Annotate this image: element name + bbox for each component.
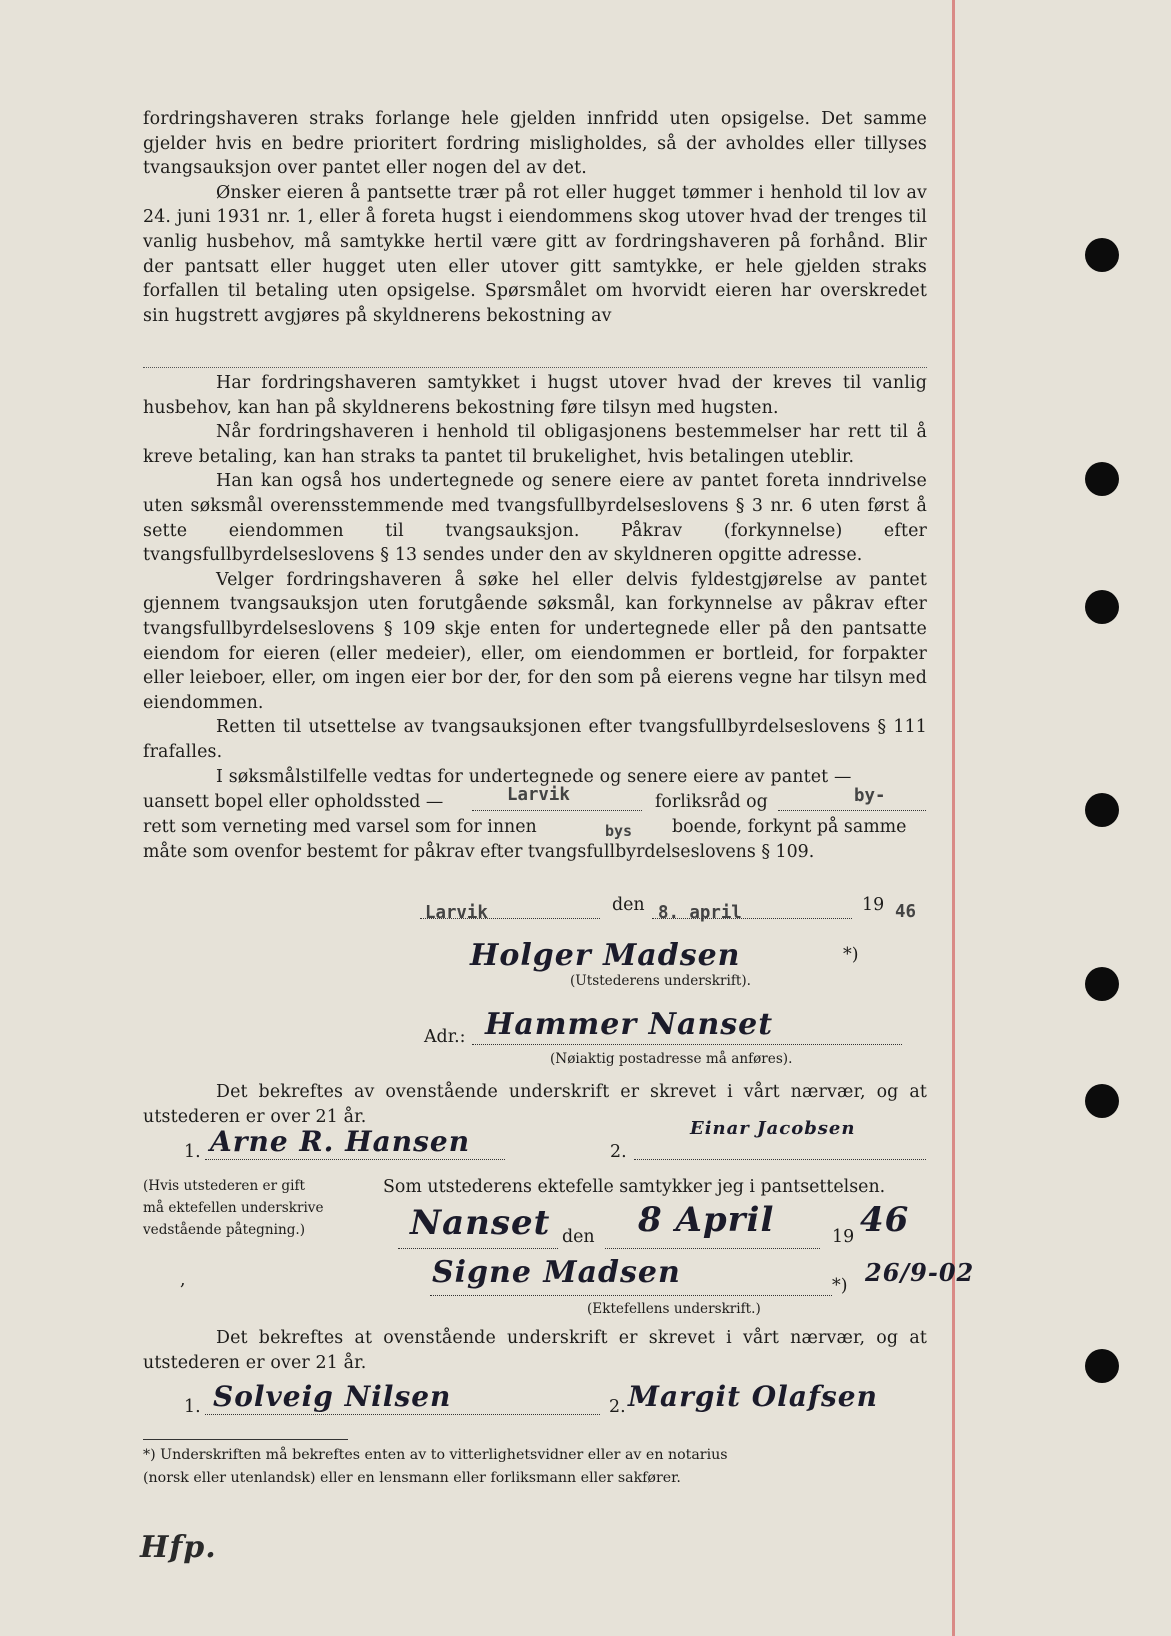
fill-line <box>634 1159 926 1160</box>
punch-hole <box>1085 462 1119 496</box>
spouse-note: (Hvis utstederen er gift må ektefellen underskrive vedstående påtegning.) <box>143 1178 324 1238</box>
witness2-number-1: 1. <box>184 1397 201 1417</box>
venue-line1-start: uansett bopel eller opholdssted — <box>143 792 444 812</box>
date-place: Larvik <box>425 903 488 923</box>
fill-line <box>420 918 600 919</box>
witness1-signature-1: Arne R. Hansen <box>210 1125 471 1158</box>
witness2-signature-2: Margit Olafsen <box>628 1380 878 1413</box>
date-value: 8. april <box>658 903 742 923</box>
venue-line2-end: boende, forkynt på samme <box>672 817 907 837</box>
punch-hole <box>1085 793 1119 827</box>
spouse-star: *) <box>832 1276 848 1296</box>
witness1-number-1: 1. <box>184 1142 201 1162</box>
spouse-caption: (Ektefellens underskrift.) <box>587 1301 761 1317</box>
spouse-den-label: den <box>562 1227 595 1247</box>
fill-line <box>430 1295 832 1296</box>
margin-rule <box>952 0 955 1636</box>
witness2-number-2: 2. <box>609 1397 626 1417</box>
year-prefix: 19 <box>862 895 885 915</box>
venue-line1-mid: forliksråd og <box>655 792 768 812</box>
venue-line2-start: rett som verneting med varsel som for innen <box>143 817 537 837</box>
issuer-star: *) <box>843 945 859 965</box>
punch-hole <box>1085 590 1119 624</box>
fill-line <box>398 1248 558 1249</box>
venue-place: Larvik <box>507 785 570 805</box>
address-caption: (Nøiaktig postadresse må anføres). <box>550 1051 793 1067</box>
issuer-signature: Holger Madsen <box>470 938 741 973</box>
address-label: Adr.: <box>424 1027 466 1047</box>
paragraph: Han kan også hos undertegnede og senere eiere av pantet foreta inndrivelse uten søksmål overensstemmende med tvangsfullbyrdelseslovens § 3 nr. 6 uten først å sette eiendommen til tvangsauksjon. Påkrav (forkynnelse) efter tvangsfullbyrdelseslovens § 13 sendes under den av skyldneren opgitte adresse. <box>143 471 927 566</box>
address-value: Hammer Nanset <box>485 1007 774 1042</box>
venue-line3: måte som ovenfor bestemt for påkrav efter tvangsfullbyrdelseslovens § 109. <box>143 842 815 862</box>
den-label: den <box>612 895 645 915</box>
comma-mark: , <box>180 1270 186 1290</box>
punch-hole <box>1085 238 1119 272</box>
fill-line <box>472 1044 902 1045</box>
footnote-rule <box>143 1439 348 1440</box>
spouse-place: Nanset <box>410 1203 551 1243</box>
paragraph: fordringshaveren straks forlange hele gjelden innfridd uten opsigelse. Det samme gjelder hvis en bedre prioritert fordring misligholdes, så der avholdes eller tillyses tvangsauksjon over pantet eller nogen del av det. <box>143 109 927 179</box>
witness1-number-2: 2. <box>610 1142 627 1162</box>
spouse-signature: Signe Madsen <box>432 1255 681 1290</box>
spouse-consent: Som utstederens ektefelle samtykker jeg i pantsettelsen. <box>383 1177 886 1197</box>
issuer-caption: (Utstederens underskrift). <box>570 973 751 989</box>
paragraph: Velger fordringshaveren å søke hel eller delvis fyldestgjørelse av pantet gjennem tvangsauksjon uten forutgående søksmål, kan forkynnelse av påkrav efter tvangsfullbyrdelseslovens § 109 skje enten for undertegnede eller på den pantsatte eiendom for eieren (eller medeier), eller, om eiendommen er bortleid, for forpakter eller leieboer, eller, om ingen eier bor der, for den som på eierens vegne har tilsyn med eiendommen. <box>143 569 927 713</box>
punch-hole <box>1085 967 1119 1001</box>
bys-word: bys <box>605 822 633 840</box>
witness2-signature-1: Solveig Nilsen <box>213 1380 452 1413</box>
fill-line <box>205 1159 505 1160</box>
spouse-year-prefix: 19 <box>832 1227 855 1247</box>
paragraph: Ønsker eieren å pantsette trær på rot eller hugget tømmer i henhold til lov av 24. juni 1931 nr. 1, eller å foreta hugst i eiendommens skog utover hvad der trenges til vanlig husbehov, må samtykke hertil være gitt av fordringshaveren på forhånd. Blir der pantsatt eller hugget uten eller utover gitt samtykke, er hele gjelden straks forfallen til betaling uten opsigelse. Spørsmålet om hvorvidt eieren har overskredet sin hugstrett avgjøres på skyldnerens bekostning av <box>143 182 927 326</box>
enforcement-terms-block <box>143 371 927 789</box>
fill-line <box>778 810 926 811</box>
witness-statement-1: Det bekreftes av ovenstående underskrift er skrevet i vårt nærvær, og at utstederen er over 21 år. <box>143 1082 927 1127</box>
margin-handwritten-mark: Hfp. <box>140 1530 217 1565</box>
paragraph: Når fordringshaveren i henhold til obligasjonens bestemmelser har rett til å kreve betaling, kan han straks ta pantet til brukelighet, hvis betalingen uteblir. <box>143 422 927 467</box>
fill-line <box>605 1248 820 1249</box>
by-suffix: by- <box>854 786 886 806</box>
witness-statement-2: Det bekreftes at ovenstående underskrift er skrevet i vårt nærvær, og at utstederen er over 21 år. <box>143 1328 927 1373</box>
mortgage-terms-block <box>143 107 927 328</box>
spouse-year-suffix: 46 <box>860 1200 910 1240</box>
punch-hole <box>1085 1084 1119 1118</box>
punch-hole <box>1085 1349 1119 1383</box>
spouse-date: 8 April <box>638 1200 775 1240</box>
footnote: *) Underskriften må bekreftes enten av to vitterlighetsvidner eller av en notarius (norsk eller utenlandsk) eller en lensmann eller forliksmann eller sakfører. <box>143 1447 728 1486</box>
paragraph: I søksmålstilfelle vedtas for undertegnede og senere eiere av pantet — <box>216 766 852 787</box>
fill-line <box>472 810 642 811</box>
witness1-signature-2: Einar Jacobsen <box>690 1118 856 1139</box>
year-suffix: 46 <box>895 902 916 922</box>
paragraph: Har fordringshaveren samtykket i hugst utover hvad der kreves til vanlig husbehov, kan han på skyldnerens bekostning føre tilsyn med hugsten. <box>143 373 927 418</box>
fill-line <box>205 1414 600 1415</box>
dotted-divider <box>143 367 927 368</box>
spouse-birthdate: 26/9-02 <box>865 1258 975 1287</box>
paragraph: Retten til utsettelse av tvangsauksjonen efter tvangsfullbyrdelseslovens § 111 frafalles. <box>143 717 927 762</box>
